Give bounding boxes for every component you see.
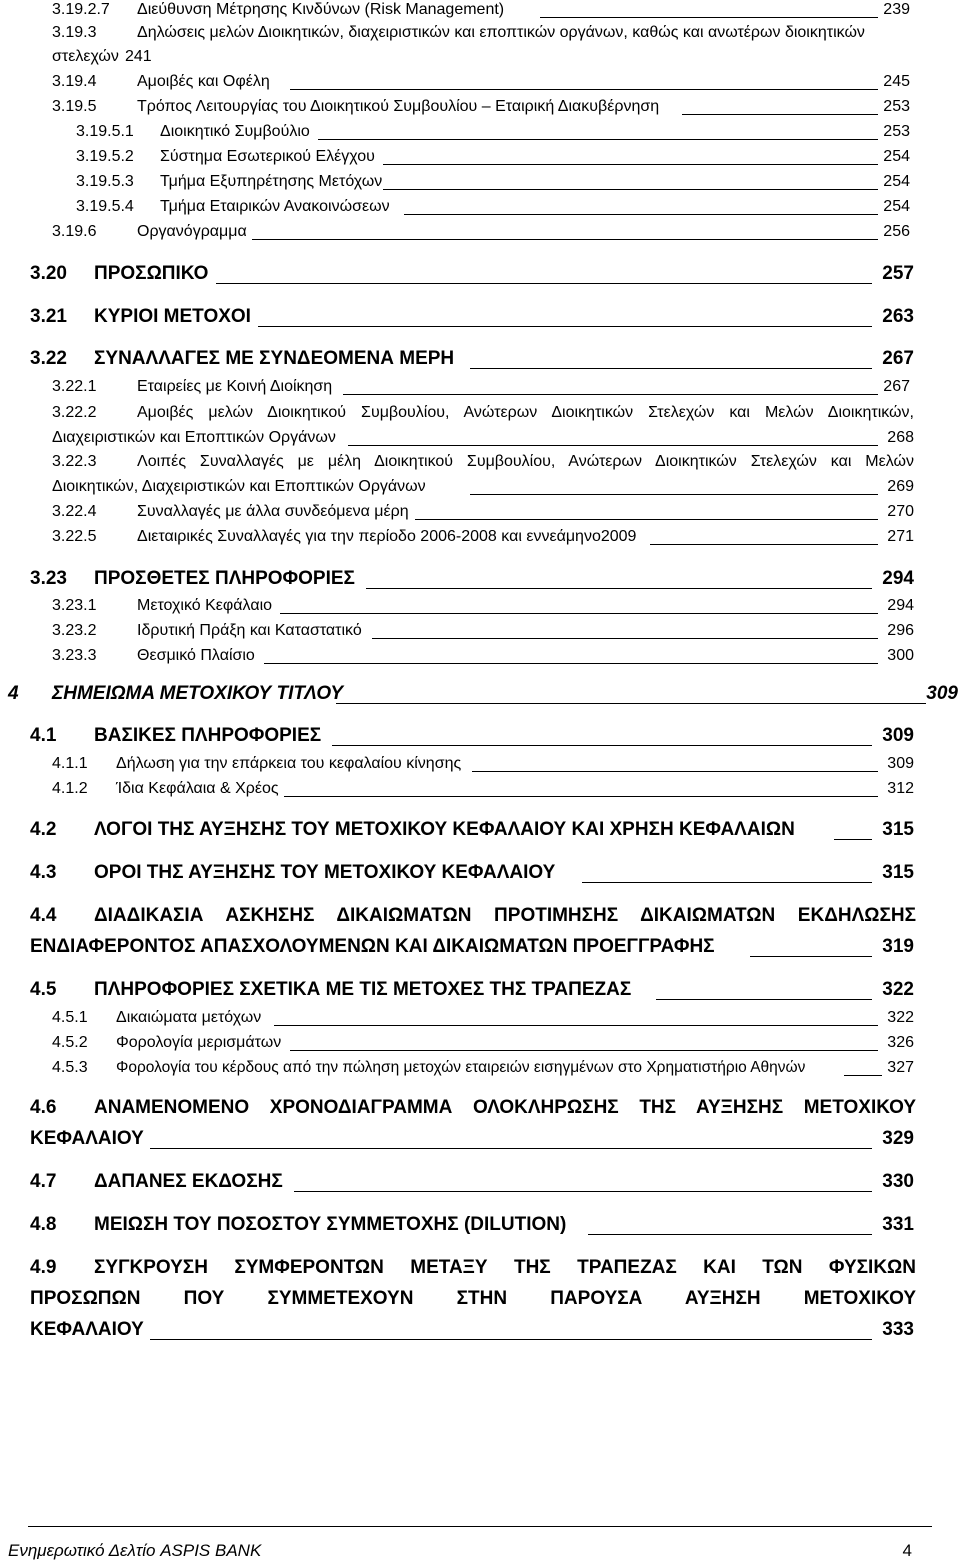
toc-page: 322 xyxy=(882,979,914,1000)
toc-number: 4.5.3 xyxy=(52,1059,88,1076)
toc-entry[interactable] xyxy=(0,596,960,616)
toc-title: Δηλώσεις μελών Διοικητικών, διαχειριστικών και εποπτικών οργάνων, καθώς και ανωτέρων διοικητικών xyxy=(137,24,865,41)
toc-title: ΣΥΓΚΡΟΥΣΗ ΣΥΜΦΕΡΟΝΤΩΝ ΜΕΤΑΞΥ ΤΗΣ ΤΡΑΠΕΖΑΣ ΚΑΙ ΤΩΝ ΦΥΣΙΚΩΝ xyxy=(94,1257,916,1278)
toc-leader xyxy=(216,262,872,284)
toc-title: ΜΕΙΩΣΗ ΤΟΥ ΠΟΣΟΣΤΟΥ ΣΥΜΜΕΤΟΧΗΣ (DILUTION) xyxy=(94,1214,567,1235)
toc-leader xyxy=(470,477,878,495)
toc-leader xyxy=(290,72,878,90)
toc-number: 4.5.1 xyxy=(52,1009,88,1026)
toc-entry[interactable] xyxy=(0,222,960,242)
toc-page: 241 xyxy=(125,48,152,65)
toc-page: 331 xyxy=(882,1214,914,1235)
toc-title: ΟΡΟΙ ΤΗΣ ΑΥΞΗΣΗΣ ΤΟΥ ΜΕΤΟΧΙΚΟΥ ΚΕΦΑΛΑΙΟΥ xyxy=(94,862,556,883)
toc-title: ΔΙΑΔΙΚΑΣΙΑ ΑΣΚΗΣΗΣ ΔΙΚΑΙΩΜΑΤΩΝ ΠΡΟΤΙΜΗΣΗΣ ΔΙΚΑΙΩΜΑΤΩΝ ΕΚΔΗΛΩΣΗΣ xyxy=(94,905,916,926)
toc-title: Δικαιώματα μετόχων xyxy=(116,1009,262,1026)
toc-entry[interactable] xyxy=(0,754,960,774)
toc-title: Διοικητικό Συμβούλιο xyxy=(160,123,310,140)
toc-page: 330 xyxy=(882,1171,914,1192)
toc-leader xyxy=(258,305,872,327)
toc-entry[interactable] xyxy=(0,567,960,591)
toc-page: 253 xyxy=(883,123,910,140)
toc-leader xyxy=(656,978,872,1000)
toc-title: ΒΑΣΙΚΕΣ ΠΛΗΡΟΦΟΡΙΕΣ xyxy=(94,725,322,746)
toc-number: 4.1 xyxy=(30,725,57,746)
toc-page: 269 xyxy=(887,478,914,495)
toc-title-cont: ΠΡΟΣΩΠΩΝ ΠΟΥ ΣΥΜΜΕΤΕΧΟΥΝ ΣΤΗΝ ΠΑΡΟΥΣΑ ΑΥΞΗΣΗ ΜΕΤΟΧΙΚΟΥ xyxy=(30,1288,916,1309)
toc-number: 3.22.3 xyxy=(52,453,97,470)
toc-page: 271 xyxy=(887,528,914,545)
toc-number: 4.2 xyxy=(30,819,57,840)
toc-entry[interactable] xyxy=(0,904,960,960)
toc-entry[interactable] xyxy=(0,779,960,799)
toc-title: Μετοχικό Κεφάλαιο xyxy=(137,597,273,614)
toc-number: 3.19.6 xyxy=(52,223,97,240)
toc-number: 3.22 xyxy=(30,348,67,369)
toc-number: 3.19.5.1 xyxy=(76,123,134,140)
toc-entry[interactable] xyxy=(0,818,960,842)
toc-page: 294 xyxy=(887,597,914,614)
toc-entry[interactable] xyxy=(0,197,960,217)
toc-number: 3.23.3 xyxy=(52,647,97,664)
toc-title: Δήλωση για την επάρκεια του κεφαλαίου κίνησης xyxy=(116,755,462,772)
toc-leader xyxy=(274,1008,878,1026)
toc-leader xyxy=(582,861,872,883)
toc-title: ΠΡΟΣΘΕΤΕΣ ΠΛΗΡΟΦΟΡΙΕΣ xyxy=(94,568,355,589)
toc-leader xyxy=(343,377,878,395)
toc-entry[interactable] xyxy=(0,122,960,142)
toc-number: 4.3 xyxy=(30,862,57,883)
toc-entry[interactable] xyxy=(0,305,960,329)
toc-title: Τμήμα Εταιρικών Ανακοινώσεων xyxy=(160,198,390,215)
toc-page: 267 xyxy=(882,348,914,369)
toc-title: ΣΗΜΕΙΩΜΑ ΜΕΤΟΧΙΚΟΥ ΤΙΤΛΟΥ xyxy=(52,683,344,704)
toc-number: 3.20 xyxy=(30,263,67,284)
toc-leader xyxy=(540,0,878,18)
toc-number: 3.19.5.3 xyxy=(76,173,134,190)
toc-title-cont: Διοικητικών, Διαχειριστικών και Εποπτικών Οργάνων xyxy=(52,478,426,495)
toc-title: Ιδρυτική Πράξη και Καταστατικό xyxy=(137,622,362,639)
toc-leader xyxy=(318,122,878,140)
toc-leader xyxy=(415,502,878,520)
toc-page: 253 xyxy=(883,98,910,115)
toc-page: 326 xyxy=(887,1034,914,1051)
toc-number: 3.19.5.4 xyxy=(76,198,134,215)
toc-entry[interactable] xyxy=(0,23,960,67)
toc-leader xyxy=(332,724,872,746)
toc-leader xyxy=(834,818,872,840)
toc-title: ΔΑΠΑΝΕΣ ΕΚΔΟΣΗΣ xyxy=(94,1171,283,1192)
toc-number: 4.5.2 xyxy=(52,1034,88,1051)
toc-title: Τμήμα Εξυπηρέτησης Μετόχων xyxy=(160,173,383,190)
toc-page: 263 xyxy=(882,306,914,327)
toc-number: 4.1.1 xyxy=(52,755,88,772)
toc-page: 257 xyxy=(882,263,914,284)
toc-number: 3.21 xyxy=(30,306,67,327)
toc-page: 254 xyxy=(883,148,910,165)
toc-title: Φορολογία του κέρδους από την πώληση μετοχών εταιρειών εισηγμένων στο Χρηματιστήριο Αθηνών xyxy=(116,1059,806,1076)
toc-leader xyxy=(252,222,878,240)
toc-leader xyxy=(284,779,878,797)
toc-entry[interactable] xyxy=(0,0,960,20)
toc-entry[interactable] xyxy=(0,347,960,371)
toc-page: 309 xyxy=(882,725,914,746)
toc-number: 4 xyxy=(8,683,19,704)
toc-page: 315 xyxy=(882,819,914,840)
toc-entry[interactable] xyxy=(0,72,960,92)
toc-entry[interactable] xyxy=(0,1213,960,1237)
toc-title-cont: Διαχειριστικών και Εποπτικών Οργάνων xyxy=(52,429,336,446)
toc-title: Συναλλαγές με άλλα συνδεόμενα μέρη xyxy=(137,503,409,520)
toc-entry[interactable] xyxy=(0,1008,960,1028)
toc-page: 309 xyxy=(926,683,958,704)
toc-leader xyxy=(472,754,878,772)
toc-number: 3.23 xyxy=(30,568,67,589)
toc-page: 327 xyxy=(887,1059,914,1076)
toc-number: 3.19.3 xyxy=(52,24,97,41)
toc-title: ΚΥΡΙΟΙ ΜΕΤΟΧΟΙ xyxy=(94,306,251,327)
toc-page: 300 xyxy=(887,647,914,664)
toc-number: 4.4 xyxy=(30,905,57,926)
toc-entry[interactable] xyxy=(0,262,960,286)
toc-entry[interactable] xyxy=(0,147,960,167)
toc-page: 267 xyxy=(883,378,910,395)
toc-entry[interactable] xyxy=(0,377,960,397)
toc-leader xyxy=(650,527,878,545)
toc-entry[interactable] xyxy=(0,1033,960,1053)
toc-page: 312 xyxy=(887,780,914,797)
toc-leader xyxy=(336,682,926,704)
toc-number: 3.19.4 xyxy=(52,73,97,90)
toc-number: 3.19.5.2 xyxy=(76,148,134,165)
toc-leader xyxy=(383,172,878,190)
toc-leader xyxy=(588,1213,872,1235)
toc-number: 4.8 xyxy=(30,1214,57,1235)
footer-divider xyxy=(28,1526,932,1527)
toc-number: 3.23.1 xyxy=(52,597,97,614)
toc-page: 296 xyxy=(887,622,914,639)
toc-page: 315 xyxy=(882,862,914,883)
toc-title: ΑΝΑΜΕΝΟΜΕΝΟ ΧΡΟΝΟΔΙΑΓΡΑΜΜΑ ΟΛΟΚΛΗΡΩΣΗΣ ΤΗΣ ΑΥΞΗΣΗΣ ΜΕΤΟΧΙΚΟΥ xyxy=(94,1097,916,1118)
toc-entry[interactable] xyxy=(0,502,960,522)
toc-number: 4.5 xyxy=(30,979,57,1000)
toc-entry[interactable] xyxy=(0,1256,960,1344)
toc-entry[interactable] xyxy=(0,403,960,449)
toc-page: 245 xyxy=(883,73,910,90)
toc-entry[interactable] xyxy=(0,1096,960,1152)
toc-leader xyxy=(290,1033,878,1051)
toc-title: ΠΡΟΣΩΠΙΚΟ xyxy=(94,263,209,284)
toc-page: 270 xyxy=(887,503,914,520)
toc-number: 3.19.2.7 xyxy=(52,1,110,18)
toc-leader xyxy=(366,567,872,589)
toc-entry[interactable] xyxy=(0,724,960,748)
toc-number: 3.19.5 xyxy=(52,98,97,115)
toc-leader xyxy=(150,1127,872,1149)
toc-title-cont: ΚΕΦΑΛΑΙΟΥ xyxy=(30,1319,144,1340)
toc-page: 329 xyxy=(882,1128,914,1149)
toc-entry[interactable] xyxy=(0,172,960,192)
toc-leader xyxy=(150,1318,872,1340)
toc-entry[interactable] xyxy=(0,682,960,706)
toc-entry[interactable] xyxy=(0,978,960,1002)
toc-page: 294 xyxy=(882,568,914,589)
toc-page: 333 xyxy=(882,1319,914,1340)
footer-page-number: 4 xyxy=(902,1541,912,1560)
toc-page: 254 xyxy=(883,198,910,215)
toc-page: 268 xyxy=(887,429,914,446)
toc-entry[interactable] xyxy=(0,621,960,641)
toc-title: Λοιπές Συναλλαγές με μέλη Διοικητικού Συμβουλίου, Ανώτερων Διοικητικών Στελεχών και Μελών xyxy=(137,453,914,470)
toc-number: 4.1.2 xyxy=(52,780,88,797)
toc-number: 3.22.5 xyxy=(52,528,97,545)
toc-title: Τρόπος Λειτουργίας του Διοικητικού Συμβουλίου – Εταιρική Διακυβέρνηση xyxy=(137,98,660,115)
toc-number: 3.22.4 xyxy=(52,503,97,520)
toc-page: 239 xyxy=(883,1,910,18)
toc-page: 254 xyxy=(883,173,910,190)
toc-title-cont: στελεχών xyxy=(52,48,119,65)
toc-leader xyxy=(280,596,878,614)
toc-entry[interactable] xyxy=(0,861,960,885)
toc-leader xyxy=(264,646,878,664)
toc-title: Σύστημα Εσωτερικού Ελέγχου xyxy=(160,148,375,165)
toc-title: Αμοιβές και Οφέλη xyxy=(137,73,270,90)
toc-leader xyxy=(844,1058,882,1076)
toc-leader xyxy=(383,147,878,165)
toc-page: 322 xyxy=(887,1009,914,1026)
toc-title: ΛΟΓΟΙ ΤΗΣ ΑΥΞΗΣΗΣ ΤΟΥ ΜΕΤΟΧΙΚΟΥ ΚΕΦΑΛΑΙΟΥ ΚΑΙ ΧΡΗΣΗ ΚΕΦΑΛΑΙΩΝ xyxy=(94,819,795,840)
toc-entry[interactable] xyxy=(0,527,960,547)
toc-leader xyxy=(348,428,878,446)
toc-entry[interactable] xyxy=(0,1170,960,1194)
toc-leader xyxy=(372,621,878,639)
toc-leader xyxy=(750,935,872,957)
toc-leader xyxy=(294,1170,872,1192)
toc-number: 4.9 xyxy=(30,1257,57,1278)
toc-number: 3.23.2 xyxy=(52,622,97,639)
toc-number: 4.7 xyxy=(30,1171,57,1192)
toc-title: ΠΛΗΡΟΦΟΡΙΕΣ ΣΧΕΤΙΚΑ ΜΕ ΤΙΣ ΜΕΤΟΧΕΣ ΤΗΣ ΤΡΑΠΕΖΑΣ xyxy=(94,979,632,1000)
toc-number: 3.22.2 xyxy=(52,404,97,421)
toc-number: 3.22.1 xyxy=(52,378,97,395)
toc-title: Διεταιρικές Συναλλαγές για την περίοδο 2006-2008 και εννεάμηνο2009 xyxy=(137,528,637,545)
toc-title: Οργανόγραμμα xyxy=(137,223,247,240)
toc-title: Διεύθυνση Μέτρησης Κινδύνων (Risk Management) xyxy=(137,1,505,18)
toc-title: Θεσμικό Πλαίσιο xyxy=(137,647,255,664)
toc-entry[interactable] xyxy=(0,646,960,666)
toc-title: Αμοιβές μελών Διοικητικού Συμβουλίου, Ανώτερων Διοικητικών Στελεχών και Μελών Διοικητικών, xyxy=(137,404,914,421)
toc-title: Φορολογία μερισμάτων xyxy=(116,1034,282,1051)
toc-title: Εταιρείες με Κοινή Διοίκηση xyxy=(137,378,333,395)
toc-page: 309 xyxy=(887,755,914,772)
toc-entry[interactable] xyxy=(0,1058,960,1078)
toc-leader xyxy=(682,97,878,115)
toc-entry[interactable] xyxy=(0,97,960,117)
toc-leader xyxy=(404,197,878,215)
toc-page: 256 xyxy=(883,223,910,240)
toc-page: 319 xyxy=(882,936,914,957)
toc-title: ΣΥΝΑΛΛΑΓΕΣ ΜΕ ΣΥΝΔΕΟΜΕΝΑ ΜΕΡΗ xyxy=(94,348,455,369)
toc-title: Ίδια Κεφάλαια & Χρέος xyxy=(116,780,279,797)
toc-entry[interactable] xyxy=(0,452,960,498)
toc-leader xyxy=(470,347,872,369)
toc-number: 4.6 xyxy=(30,1097,57,1118)
footer-document-title: Ενημερωτικό Δελτίο ASPIS BANK xyxy=(8,1541,262,1560)
toc-title-cont: ΚΕΦΑΛΑΙΟΥ xyxy=(30,1128,144,1149)
toc-title-cont: ΕΝΔΙΑΦΕΡΟΝΤΟΣ ΑΠΑΣΧΟΛΟΥΜΕΝΩΝ ΚΑΙ ΔΙΚΑΙΩΜΑΤΩΝ ΠΡΟΕΓΓΡΑΦΗΣ xyxy=(30,936,715,957)
